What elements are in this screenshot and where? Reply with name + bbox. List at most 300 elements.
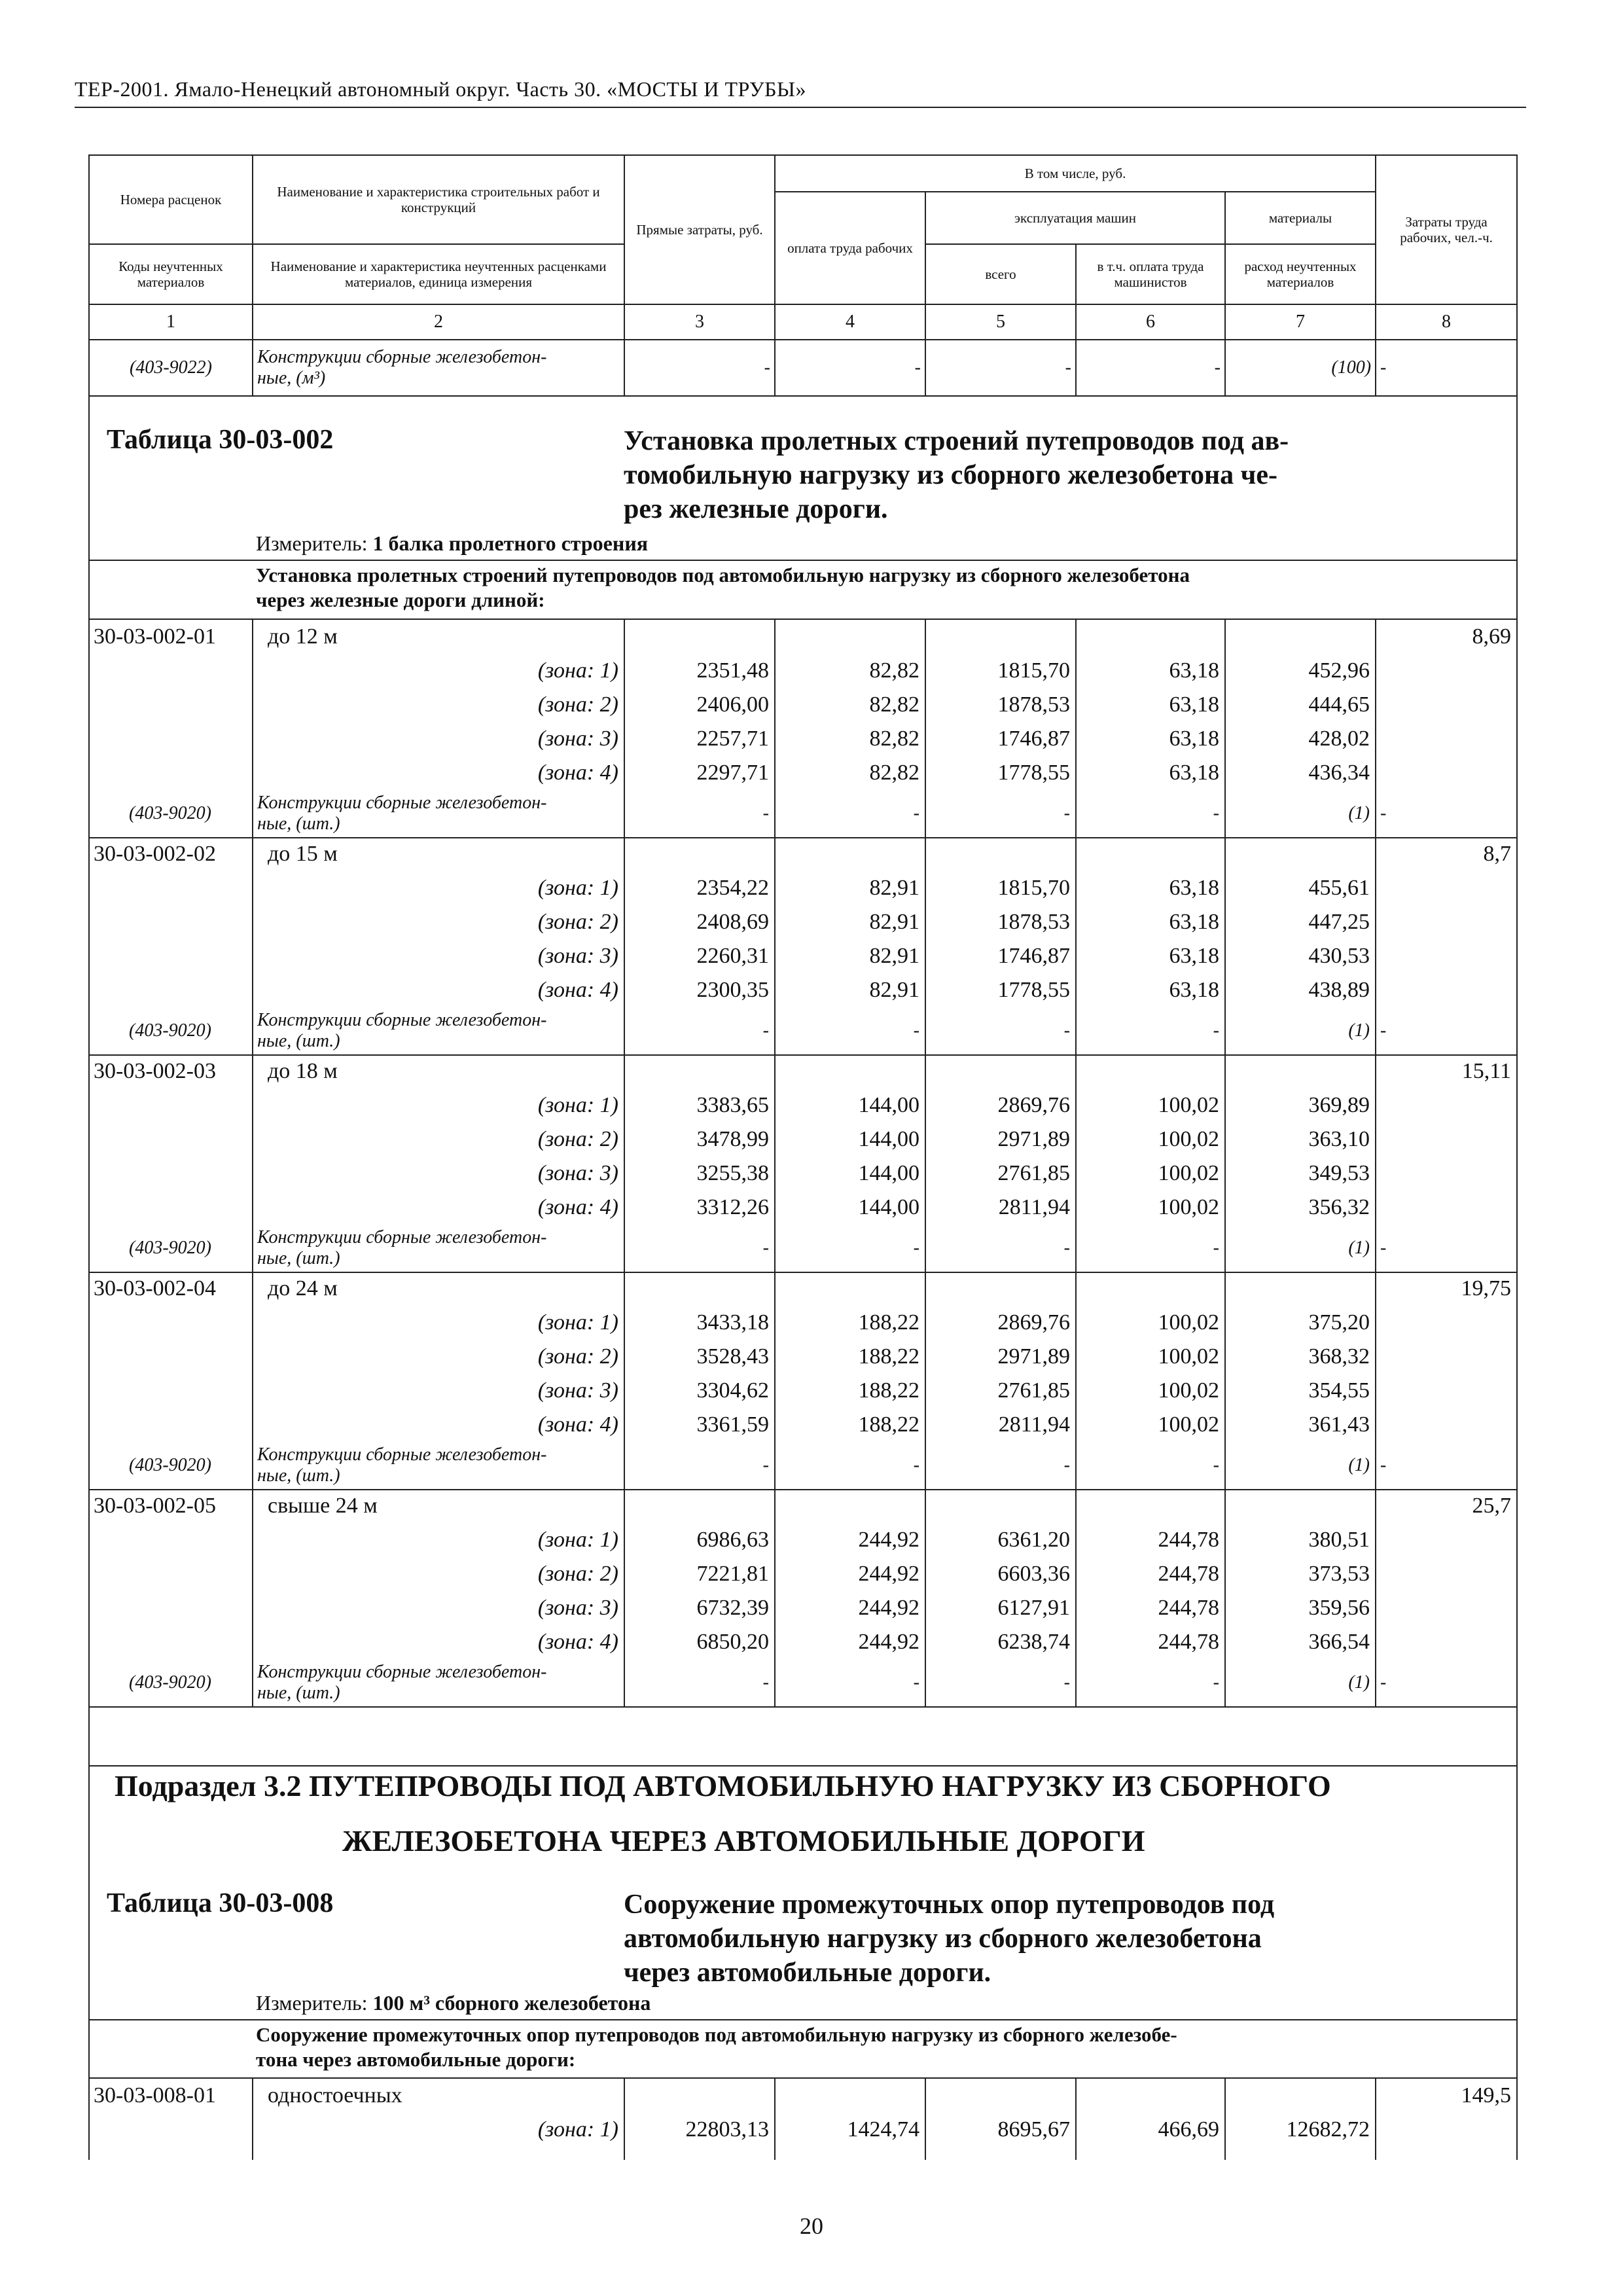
- rule: [1375, 1272, 1376, 1489]
- table1-title-block: [88, 393, 1516, 560]
- material-value: (1): [1348, 1455, 1370, 1475]
- zone-value: 63,18: [1169, 692, 1219, 717]
- zone-value: 3383,65: [696, 1093, 769, 1117]
- col3-header: Прямые затраты, руб.: [624, 155, 775, 304]
- zone-value: 6986,63: [696, 1528, 769, 1552]
- table1-meter: [256, 531, 648, 556]
- rule: [1075, 837, 1077, 1054]
- zone-value: 2869,76: [997, 1310, 1070, 1335]
- zone-value: 2811,94: [998, 1195, 1070, 1219]
- zone-label: (зона: 1): [537, 1093, 618, 1117]
- zone-label: (зона: 3): [537, 1378, 618, 1403]
- first-row-name: [253, 340, 624, 396]
- material-code: (403-9020): [129, 1020, 211, 1041]
- col8-header: Затраты труда рабочих, чел.-ч.: [1376, 155, 1517, 304]
- first-row-name-l2: ные, (м³): [257, 368, 326, 388]
- rule: [1375, 837, 1376, 1054]
- rule: [925, 837, 926, 1054]
- zone-label: (зона: 4): [537, 761, 618, 785]
- zone-value: 373,53: [1308, 1562, 1370, 1586]
- zone-value: 7221,81: [696, 1562, 769, 1586]
- zone-label: (зона: 1): [537, 658, 618, 683]
- rule: [1375, 1489, 1376, 1706]
- table2-meter-label: Измеритель:: [256, 1991, 368, 2015]
- zone-value: 100,02: [1158, 1310, 1219, 1335]
- col2-top: Наименование и характеристика строительных работ и конструкций: [253, 155, 624, 244]
- col1-top: Номера расценок: [89, 155, 253, 244]
- table1-title-l1: Установка пролетных строений путепроводов под ав-: [624, 426, 1289, 456]
- col-num-1: 1: [89, 304, 253, 340]
- zone-value: 144,00: [858, 1195, 919, 1219]
- zone-label: (зона: 1): [537, 2117, 618, 2142]
- zone-value: 356,32: [1308, 1195, 1370, 1219]
- col7-header: расход неучтенных материалов: [1225, 244, 1376, 304]
- zone-label: (зона: 1): [537, 876, 618, 900]
- zone-label: (зона: 4): [537, 978, 618, 1002]
- zone-value: 63,18: [1169, 658, 1219, 683]
- zone-value: 2300,35: [696, 978, 769, 1002]
- rule: [1075, 620, 1077, 837]
- table2-subtitle: [256, 2022, 1177, 2072]
- price-code: 30-03-002-03: [94, 1059, 216, 1083]
- zone-value: 366,54: [1308, 1630, 1370, 1654]
- rule: [88, 2019, 1516, 2020]
- page-header: ТЕР-2001. Ямало-Ненецкий автономный округ. Часть 30. «МОСТЫ И ТРУБЫ»: [75, 77, 1526, 108]
- labor-cost: 25,7: [1472, 1494, 1511, 1518]
- rule: [1224, 620, 1226, 837]
- rule: [252, 620, 253, 837]
- zone-value: 349,53: [1308, 1161, 1370, 1185]
- zone-label: (зона: 2): [537, 1562, 618, 1586]
- zone-value: 244,92: [858, 1528, 919, 1552]
- rule: [925, 1054, 926, 1272]
- rule: [1075, 1489, 1077, 1706]
- zone-value: 244,92: [858, 1630, 919, 1654]
- material-name-l2: ные, (шт.): [257, 814, 340, 834]
- zone-value: 436,34: [1308, 761, 1370, 785]
- zone-value: 2406,00: [696, 692, 769, 717]
- zone-value: 144,00: [858, 1127, 919, 1151]
- first-row-value: (100): [1225, 340, 1376, 396]
- material-dash: -: [1213, 1455, 1219, 1475]
- zone-value: 100,02: [1158, 1344, 1219, 1369]
- material-value: (1): [1348, 1020, 1370, 1041]
- zone-value: 188,22: [858, 1412, 919, 1437]
- material-dash: -: [762, 1020, 769, 1041]
- rule: [1224, 837, 1226, 1054]
- price-code: 30-03-002-04: [94, 1276, 216, 1300]
- materials-header: материалы: [1225, 192, 1376, 244]
- rule: [624, 1489, 625, 1706]
- zone-value: 3478,99: [696, 1127, 769, 1151]
- zone-value: 82,82: [869, 658, 919, 683]
- col-num-8: 8: [1376, 304, 1517, 340]
- material-dash: -: [762, 1455, 769, 1475]
- group-lines: [88, 1489, 1516, 1706]
- rule: [1224, 1489, 1226, 1706]
- zone-value: 361,43: [1308, 1412, 1370, 1437]
- zone-value: 63,18: [1169, 726, 1219, 751]
- material-dash: -: [1063, 1238, 1070, 1258]
- col-num-6: 6: [1076, 304, 1225, 340]
- col2-bottom: Наименование и характеристика неучтенных расценками материалов, единица измерения: [253, 244, 624, 304]
- col6-header: в т.ч. оплата труда машинистов: [1076, 244, 1225, 304]
- rule: [1375, 2079, 1376, 2160]
- zone-value: 244,78: [1158, 1528, 1219, 1552]
- zone-value: 1878,53: [997, 692, 1070, 717]
- zone-value: 368,32: [1308, 1344, 1370, 1369]
- zone-value: 82,91: [869, 978, 919, 1002]
- zone-label: (зона: 1): [537, 1310, 618, 1335]
- zone-label: (зона: 3): [537, 1596, 618, 1620]
- zone-value: 6361,20: [997, 1528, 1070, 1552]
- zone-value: 1778,55: [997, 761, 1070, 785]
- table2-title-l3: через автомобильные дороги.: [624, 1958, 991, 1988]
- group-lines: [88, 1054, 1516, 1272]
- zone-value: 369,89: [1308, 1093, 1370, 1117]
- rule: [1075, 1054, 1077, 1272]
- table1-meter-value: 1 балка пролетного строения: [372, 531, 649, 555]
- labor-cost: 8,69: [1472, 624, 1511, 649]
- rule: [1375, 1054, 1376, 1272]
- col4-header: оплата труда рабочих: [775, 192, 925, 304]
- zone-value: 6238,74: [997, 1630, 1070, 1654]
- price-code: 30-03-008-01: [94, 2083, 216, 2108]
- material-dash: -: [762, 1238, 769, 1258]
- material-dash: -: [1063, 1672, 1070, 1693]
- zone-value: 1424,74: [847, 2117, 919, 2142]
- zone-value: 2971,89: [997, 1344, 1070, 1369]
- table2-sub-l2: тона через автомобильные дороги:: [256, 2048, 576, 2071]
- zone-value: 22803,13: [685, 2117, 769, 2142]
- work-name: свыше 24 м: [268, 1494, 378, 1518]
- zone-value: 8695,67: [997, 2117, 1070, 2142]
- group-lines: [88, 620, 1516, 837]
- rule: [88, 560, 1516, 561]
- table2-label: Таблица 30-03-008: [107, 1888, 334, 1918]
- work-name: до 15 м: [268, 842, 338, 866]
- zone-value: 2811,94: [998, 1412, 1070, 1437]
- material-name-l2: ные, (шт.): [257, 1465, 340, 1486]
- zone-value: 3361,59: [696, 1412, 769, 1437]
- material-dash: -: [762, 1672, 769, 1693]
- table2-rows: [88, 2079, 1516, 2160]
- material-name-l2: ные, (шт.): [257, 1248, 340, 1268]
- material-dash: -: [913, 803, 919, 823]
- material-last-dash: -: [1380, 1455, 1387, 1475]
- first-row-code: (403-9022): [89, 340, 253, 396]
- price-code: 30-03-002-02: [94, 842, 216, 866]
- material-code: (403-9020): [129, 1455, 211, 1475]
- material-dash: -: [1213, 1238, 1219, 1258]
- rule: [1375, 620, 1376, 837]
- zone-value: 100,02: [1158, 1195, 1219, 1219]
- zone-value: 144,00: [858, 1093, 919, 1117]
- material-code: (403-9020): [129, 803, 211, 823]
- col-num-3: 3: [624, 304, 775, 340]
- zone-value: 100,02: [1158, 1127, 1219, 1151]
- material-last-dash: -: [1380, 803, 1387, 823]
- price-code: 30-03-002-01: [94, 624, 216, 649]
- zone-value: 2351,48: [696, 658, 769, 683]
- subsection-l2: ЖЕЛЕЗОБЕТОНА ЧЕРЕЗ АВТОМОБИЛЬНЫЕ ДОРОГИ: [342, 1824, 1145, 1857]
- zone-value: 100,02: [1158, 1378, 1219, 1403]
- material-last-dash: -: [1380, 1020, 1387, 1041]
- page-number: 20: [800, 2213, 823, 2239]
- rule: [88, 1765, 1516, 1767]
- first-row-dash-5: -: [925, 340, 1076, 396]
- zone-value: 428,02: [1308, 726, 1370, 751]
- material-code: (403-9020): [129, 1238, 211, 1258]
- zone-value: 144,00: [858, 1161, 919, 1185]
- table1-subtitle: [256, 563, 1190, 613]
- table1-title-l3: рез железные дороги.: [624, 494, 888, 524]
- zone-label: (зона: 3): [537, 1161, 618, 1185]
- zone-value: 1746,87: [997, 944, 1070, 968]
- rule: [252, 2079, 253, 2160]
- rule: [925, 620, 926, 837]
- zone-value: 188,22: [858, 1378, 919, 1403]
- zone-value: 2257,71: [696, 726, 769, 751]
- zone-value: 447,25: [1308, 910, 1370, 934]
- work-name: одностоечных: [268, 2083, 402, 2108]
- incl-header: В том числе, руб.: [775, 155, 1376, 192]
- zone-label: (зона: 4): [537, 1195, 618, 1219]
- zone-value: 63,18: [1169, 761, 1219, 785]
- table2-meter: [256, 1991, 651, 2015]
- table1-meter-label: Измеритель:: [256, 531, 368, 555]
- zone-value: 3528,43: [696, 1344, 769, 1369]
- rule: [252, 1489, 253, 1706]
- zone-value: 82,91: [869, 910, 919, 934]
- material-dash: -: [1063, 1020, 1070, 1041]
- material-dash: -: [913, 1238, 919, 1258]
- material-value: (1): [1348, 803, 1370, 823]
- material-name-l1: Конструкции сборные железобетон-: [257, 1444, 547, 1465]
- zone-value: 3304,62: [696, 1378, 769, 1403]
- col-num-5: 5: [925, 304, 1076, 340]
- zone-value: 2971,89: [997, 1127, 1070, 1151]
- table1-title: [624, 424, 1289, 526]
- rule: [925, 2079, 926, 2160]
- material-dash: -: [913, 1455, 919, 1475]
- zone-value: 244,78: [1158, 1562, 1219, 1586]
- material-dash: -: [913, 1672, 919, 1693]
- zone-value: 375,20: [1308, 1310, 1370, 1335]
- zone-value: 455,61: [1308, 876, 1370, 900]
- group-lines: [88, 2079, 1516, 2160]
- rule: [624, 620, 625, 837]
- first-row-dash-3: -: [624, 340, 775, 396]
- zone-label: (зона: 1): [537, 1528, 618, 1552]
- first-row-last: -: [1376, 340, 1517, 396]
- zone-value: 244,78: [1158, 1630, 1219, 1654]
- rule: [774, 837, 776, 1054]
- rule: [1075, 2079, 1077, 2160]
- rule: [624, 2079, 625, 2160]
- rule: [624, 1272, 625, 1489]
- work-name: до 24 м: [268, 1276, 338, 1300]
- table2-title-block: [88, 1878, 1516, 2019]
- zone-label: (зона: 2): [537, 910, 618, 934]
- zone-value: 100,02: [1158, 1093, 1219, 1117]
- labor-cost: 15,11: [1461, 1059, 1511, 1083]
- material-last-dash: -: [1380, 1238, 1387, 1258]
- zone-value: 2761,85: [997, 1161, 1070, 1185]
- table2-title-l1: Сооружение промежуточных опор путепроводов под: [624, 1890, 1275, 1920]
- zone-value: 3433,18: [696, 1310, 769, 1335]
- table1-sub-l2: через железные дороги длиной:: [256, 588, 545, 611]
- zone-value: 6603,36: [997, 1562, 1070, 1586]
- zone-value: 82,82: [869, 761, 919, 785]
- table2-sub-l1: Сооружение промежуточных опор путепроводов под автомобильную нагрузку из сборного железобе-: [256, 2023, 1177, 2046]
- table1-title-l2: томобильную нагрузку из сборного железобетона че-: [624, 460, 1277, 490]
- rule: [774, 1489, 776, 1706]
- work-name: до 18 м: [268, 1059, 338, 1083]
- zone-value: 100,02: [1158, 1412, 1219, 1437]
- material-name-l1: Конструкции сборные железобетон-: [257, 793, 547, 813]
- zone-value: 244,92: [858, 1562, 919, 1586]
- zone-value: 1815,70: [997, 658, 1070, 683]
- rule: [624, 1054, 625, 1272]
- table1-sub-l1: Установка пролетных строений путепроводов под автомобильную нагрузку из сборного железобетона: [256, 564, 1190, 586]
- column-header-table: [88, 154, 1518, 397]
- first-row-name-l1: Конструкции сборные железобетон-: [257, 346, 547, 367]
- group-lines: [88, 1272, 1516, 1489]
- zone-value: 100,02: [1158, 1161, 1219, 1185]
- zone-value: 82,82: [869, 726, 919, 751]
- zone-value: 452,96: [1308, 658, 1370, 683]
- zone-value: 444,65: [1308, 692, 1370, 717]
- first-row-dash-4: -: [775, 340, 925, 396]
- labor-cost: 19,75: [1461, 1276, 1511, 1300]
- rule: [774, 620, 776, 837]
- zone-value: 188,22: [858, 1310, 919, 1335]
- zone-value: 12682,72: [1286, 2117, 1370, 2142]
- zone-label: (зона: 2): [537, 1127, 618, 1151]
- material-name-l1: Конструкции сборные железобетон-: [257, 1662, 547, 1682]
- zone-value: 63,18: [1169, 978, 1219, 1002]
- zone-value: 1746,87: [997, 726, 1070, 751]
- zone-value: 466,69: [1158, 2117, 1219, 2142]
- zone-value: 1878,53: [997, 910, 1070, 934]
- rule: [1224, 2079, 1226, 2160]
- col1-bottom: Коды неучтенных материалов: [89, 244, 253, 304]
- zone-value: 3312,26: [696, 1195, 769, 1219]
- rule: [925, 1272, 926, 1489]
- rule: [252, 837, 253, 1054]
- table2-meter-value: 100 м³ сборного железобетона: [372, 1991, 651, 2015]
- group-lines: [88, 837, 1516, 1054]
- zone-value: 363,10: [1308, 1127, 1370, 1151]
- zone-value: 6127,91: [997, 1596, 1070, 1620]
- labor-cost: 149,5: [1461, 2083, 1511, 2108]
- zone-label: (зона: 2): [537, 1344, 618, 1369]
- first-row-dash-6: -: [1076, 340, 1225, 396]
- zone-value: 82,91: [869, 876, 919, 900]
- zone-label: (зона: 3): [537, 944, 618, 968]
- material-dash: -: [1063, 803, 1070, 823]
- rule: [252, 1054, 253, 1272]
- zone-value: 359,56: [1308, 1596, 1370, 1620]
- material-dash: -: [762, 803, 769, 823]
- material-dash: -: [1213, 1672, 1219, 1693]
- material-dash: -: [913, 1020, 919, 1041]
- labor-cost: 8,7: [1483, 842, 1511, 866]
- zone-value: 188,22: [858, 1344, 919, 1369]
- rule: [925, 1489, 926, 1706]
- rule: [252, 1272, 253, 1489]
- zone-value: 244,78: [1158, 1596, 1219, 1620]
- rule: [774, 2079, 776, 2160]
- material-dash: -: [1213, 803, 1219, 823]
- col-num-7: 7: [1225, 304, 1376, 340]
- zone-value: 63,18: [1169, 944, 1219, 968]
- zone-value: 63,18: [1169, 910, 1219, 934]
- material-value: (1): [1348, 1672, 1370, 1693]
- material-value: (1): [1348, 1238, 1370, 1258]
- zone-value: 354,55: [1308, 1378, 1370, 1403]
- zone-value: 6732,39: [696, 1596, 769, 1620]
- material-name-l2: ные, (шт.): [257, 1683, 340, 1703]
- zone-label: (зона: 3): [537, 726, 618, 751]
- machines-header: эксплуатация машин: [925, 192, 1225, 244]
- zone-value: 6850,20: [696, 1630, 769, 1654]
- table1-label: Таблица 30-03-002: [107, 425, 334, 455]
- rule: [1224, 1054, 1226, 1272]
- work-name: до 12 м: [268, 624, 338, 649]
- col-num-2: 2: [253, 304, 624, 340]
- rule: [1224, 1272, 1226, 1489]
- material-last-dash: -: [1380, 1672, 1387, 1693]
- price-groups: [88, 620, 1516, 1765]
- zone-value: 82,82: [869, 692, 919, 717]
- zone-value: 2260,31: [696, 944, 769, 968]
- table2-title: [624, 1888, 1274, 1990]
- col5-header: всего: [925, 244, 1076, 304]
- zone-value: 2297,71: [696, 761, 769, 785]
- zone-value: 244,92: [858, 1596, 919, 1620]
- zone-value: 2869,76: [997, 1093, 1070, 1117]
- zone-value: 2354,22: [696, 876, 769, 900]
- zone-value: 2761,85: [997, 1378, 1070, 1403]
- zone-value: 430,53: [1308, 944, 1370, 968]
- zone-value: 1815,70: [997, 876, 1070, 900]
- rule: [774, 1054, 776, 1272]
- material-code: (403-9020): [129, 1672, 211, 1693]
- price-code: 30-03-002-05: [94, 1494, 216, 1518]
- material-name-l1: Конструкции сборные железобетон-: [257, 1227, 547, 1247]
- zone-value: 3255,38: [696, 1161, 769, 1185]
- rule: [624, 837, 625, 1054]
- rule: [774, 1272, 776, 1489]
- material-name-l1: Конструкции сборные железобетон-: [257, 1010, 547, 1030]
- zone-value: 380,51: [1308, 1528, 1370, 1552]
- zone-label: (зона: 2): [537, 692, 618, 717]
- zone-value: 2408,69: [696, 910, 769, 934]
- subsection-l1: Подраздел 3.2 ПУТЕПРОВОДЫ ПОД АВТОМОБИЛЬНУЮ НАГРУЗКУ ИЗ СБОРНОГО: [115, 1769, 1331, 1803]
- zone-value: 82,91: [869, 944, 919, 968]
- zone-value: 438,89: [1308, 978, 1370, 1002]
- zone-value: 1778,55: [997, 978, 1070, 1002]
- table2-title-l2: автомобильную нагрузку из сборного железобетона: [624, 1924, 1262, 1954]
- rule: [1075, 1272, 1077, 1489]
- col-num-4: 4: [775, 304, 925, 340]
- material-dash: -: [1213, 1020, 1219, 1041]
- zone-label: (зона: 4): [537, 1630, 618, 1654]
- material-dash: -: [1063, 1455, 1070, 1475]
- rule: [88, 1706, 1516, 1708]
